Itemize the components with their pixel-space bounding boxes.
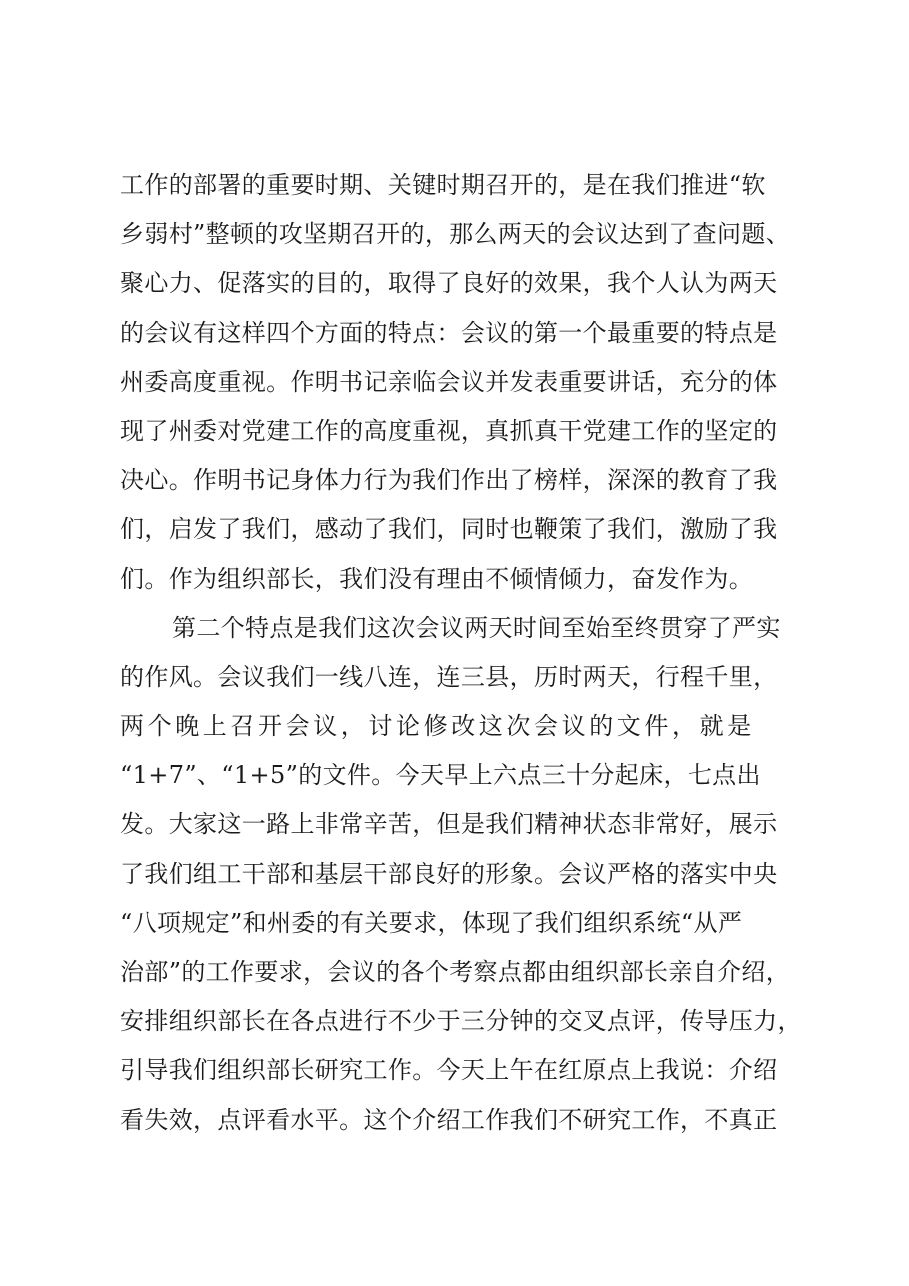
text-line: 了我们组工干部和基层干部良好的形象。会议严格的落实中央: [120, 859, 778, 888]
text-line: 的作风。会议我们一线八连，连三县，历时两天，行程千里，: [120, 662, 778, 691]
text-line: 现了州委对党建工作的高度重视，真抓真干党建工作的坚定的: [120, 416, 778, 445]
text-line: 们。作为组织部长，我们没有理由不倾情倾力，奋发作为。: [120, 564, 754, 593]
text-line: 第二个特点是我们这次会议两天时间至始至终贯穿了严实: [172, 613, 781, 642]
text-line: 的会议有这样四个方面的特点：会议的第一个最重要的特点是: [120, 318, 778, 347]
document-body: [120, 161, 800, 1145]
text-line: “八项规定”和州委的有关要求，体现了我们组织系统“从严: [120, 908, 743, 937]
text-line: 聚心力、促落实的目的，取得了良好的效果，我个人认为两天: [120, 269, 778, 298]
text-line: 引导我们组织部长研究工作。今天上午在红原点上我说：介绍: [120, 1056, 778, 1085]
paragraph-2: [120, 604, 800, 1145]
text-line: 决心。作明书记身体力行为我们作出了榜样，深深的教育了我: [120, 466, 778, 495]
text-line: 工作的部署的重要时期、关键时期召开的，是在我们推进“软: [120, 171, 766, 199]
text-line: 看失效，点评看水平。这个介绍工作我们不研究工作，不真正: [120, 1105, 778, 1134]
text-line: 治部”的工作要求，会议的各个考察点都由组织部长亲自介绍，: [120, 958, 791, 986]
text-line: 两个晚上召开会议，讨论修改这次会议的文件，就是: [120, 712, 755, 741]
text-line: 们，启发了我们，感动了我们，同时也鞭策了我们，激励了我: [120, 515, 778, 544]
paragraph-1: [120, 161, 800, 604]
text-line: 州委高度重视。作明书记亲临会议并发表重要讲话，充分的体: [120, 367, 778, 396]
text-line: 安排组织部长在各点进行不少于三分钟的交叉点评，传导压力，: [120, 1007, 802, 1036]
text-line: 发。大家这一路上非常辛苦，但是我们精神状态非常好，展示: [120, 810, 778, 839]
text-line: 乡弱村”整顿的攻坚期召开的，那么两天的会议达到了查问题、: [120, 220, 791, 249]
text-line: “1+7”、“1+5”的文件。今天早上六点三十分起床，七点出: [120, 761, 761, 790]
